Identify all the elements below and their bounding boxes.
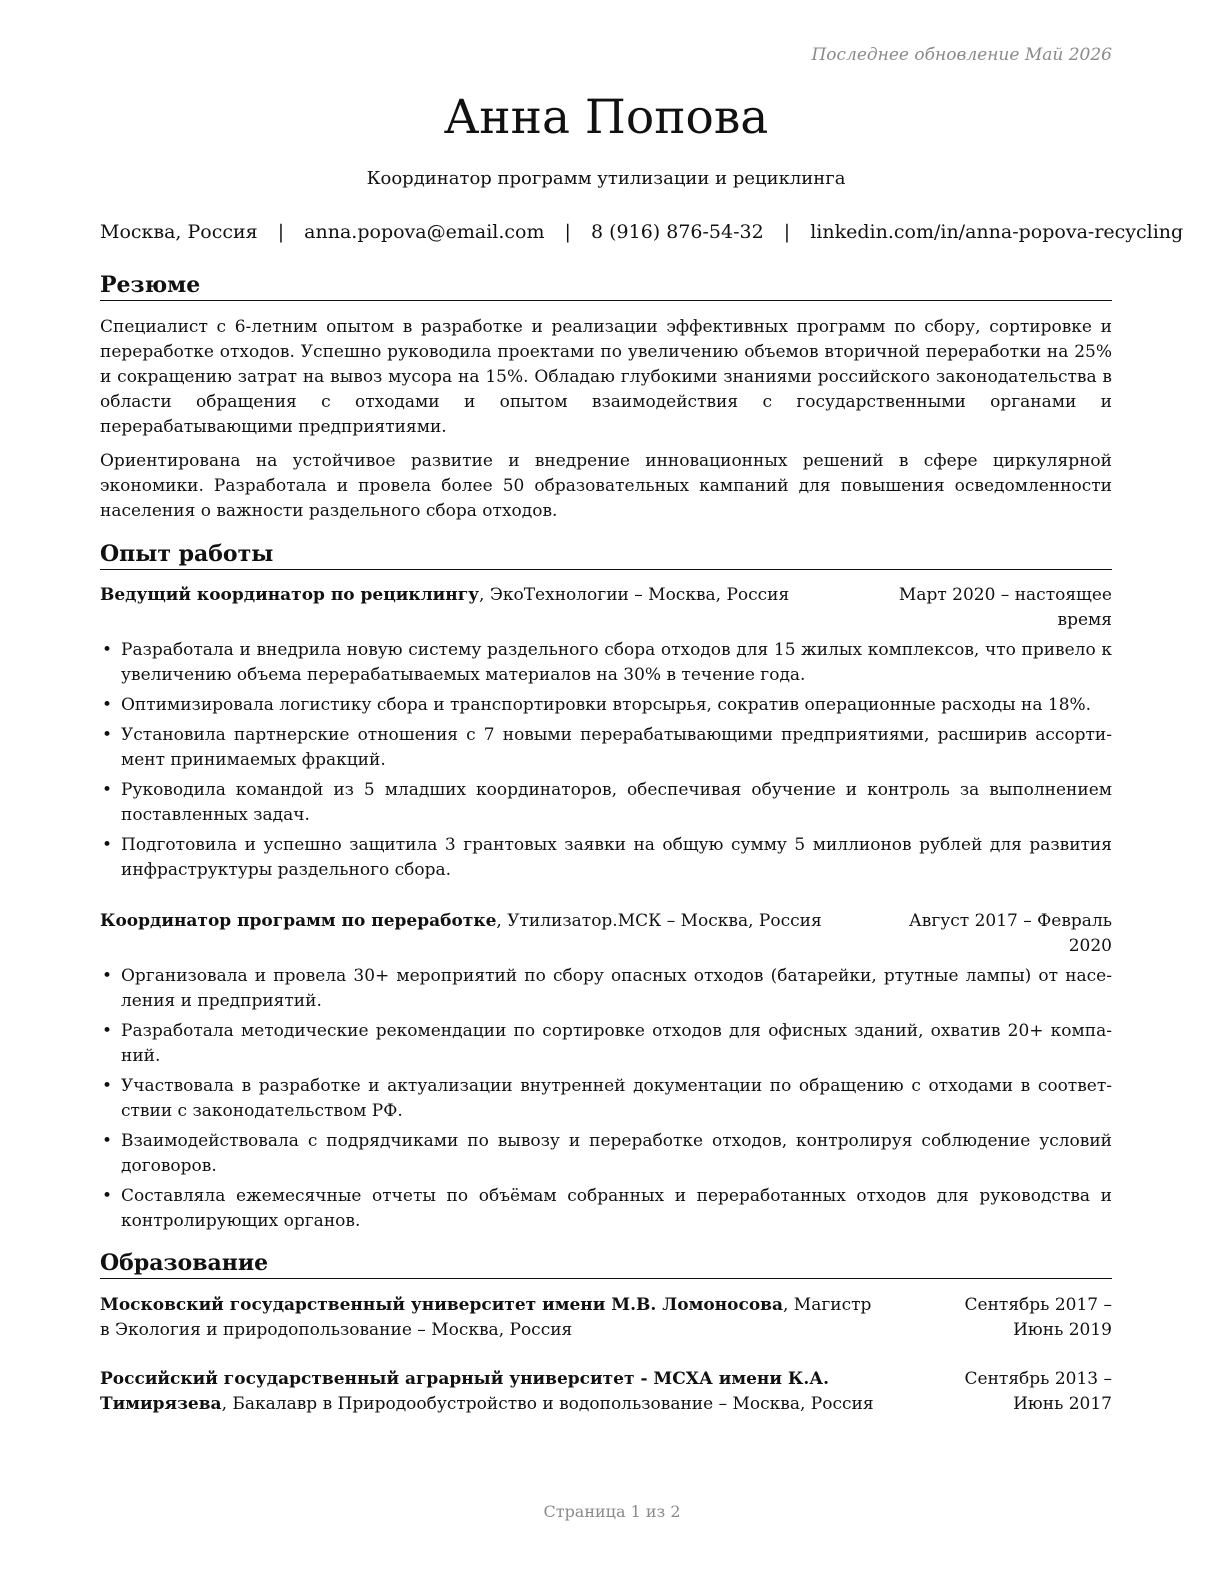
job-position: Координатор программ по переработке xyxy=(100,911,497,931)
contact-separator: | xyxy=(277,221,285,243)
job-company: , Утилизатор.МСК – Москва, Россия xyxy=(496,911,822,931)
education-institution: Российский государственный аграрный университет - МСХА имени К.А. Тимирязева xyxy=(100,1369,830,1414)
list-item: • Разработала и внедрила новую систему раздельного сбора отходов для 15 жилых комплексов, что привело к увеличению объема перерабатываемых материалов на 30% в течение года. xyxy=(102,640,1112,685)
candidate-name: Анна Попова xyxy=(443,90,769,145)
contact-separator: | xyxy=(564,221,571,243)
experience-heading: Опыт работы xyxy=(100,540,1112,570)
job-dates: Март 2020 – настоящее время xyxy=(898,585,1112,630)
education-dates: Сентябрь 2013 – Июнь 2017 xyxy=(964,1369,1112,1414)
candidate-title: Координатор программ утилизации и рециклинга xyxy=(366,168,846,189)
summary-paragraph: Ориентирована на устойчивое развитие и внедрение инновационных решений в сфере циркулярной экономики. Разработала и провела более 50 образовательных кампаний для повышения осведомленности населения о важности раздельного сбора отходов. xyxy=(100,451,1112,521)
job-bullets xyxy=(100,638,1112,888)
list-item: • Подготовила и успешно защитила 3 грантовых заявки на общую сумму 5 миллионов рублей для развития инфраструктуры раздельного сбора. xyxy=(102,835,1112,880)
list-item: • Разработала методические рекомендации по сортировке отходов для офисных зданий, охватив 20+ компаний. xyxy=(102,1021,1112,1066)
job-dates: Август 2017 – Февраль 2020 xyxy=(908,911,1112,956)
contact-line xyxy=(100,219,1184,245)
education-details: , Магистр в Экология и природопользование – Москва, Россия xyxy=(100,1295,872,1340)
contact-linkedin-link[interactable]: linkedin.com/in/anna-popova-recycling xyxy=(810,221,1184,243)
list-item: • Установила партнерские отношения с 7 новыми перерабатывающими предприятиями, расширив ассортимент принимаемых фракций. xyxy=(102,725,1112,770)
list-item: • Взаимодействовала с подрядчиками по вывозу и переработке отходов, контролируя соблюдение условий договоров. xyxy=(102,1131,1112,1176)
job-bullets xyxy=(100,964,1112,1239)
contact-location: Москва, Россия xyxy=(100,221,258,243)
job-company: , ЭкоТехнологии – Москва, Россия xyxy=(479,585,790,605)
list-item: • Руководила командой из 5 младших координаторов, обеспечивая обучение и контроль за выполнением поставленных задач. xyxy=(102,780,1112,825)
summary-heading: Резюме xyxy=(100,271,1112,301)
list-item: • Участвовала в разработке и актуализации внутренней документации по обращению с отходами в соответствии с законодательством РФ. xyxy=(102,1076,1112,1121)
list-item: • Оптимизировала логистику сбора и транспортировки вторсырья, сократив операционные расходы на 18%. xyxy=(102,695,1092,715)
contact-separator: | xyxy=(783,221,791,243)
contact-email-link[interactable]: anna.popova@email.com xyxy=(304,221,545,243)
last-updated: Последнее обновление Май 2026 xyxy=(811,45,1112,65)
list-item: • Организовала и провела 30+ мероприятий по сбору опасных отходов (батарейки, ртутные лампы) от населения и предприятий. xyxy=(102,966,1112,1011)
contact-phone: 8 (916) 876-54-32 xyxy=(590,221,764,243)
education-heading: Образование xyxy=(100,1249,1112,1279)
education-details: , Бакалавр в Природообустройство и водопользование – Москва, Россия xyxy=(221,1394,874,1414)
summary-paragraph: Специалист с 6-летним опытом в разработке и реализации эффективных программ по сбору, сортировке и переработке отходов. Успешно руководила проектами по увеличению объемов вторичной переработки на 25% и сокращению затрат на вывоз мусора на 15%. Обладаю глубокими знаниями российского законодательства в области обращения с отходами и опытом взаимодействия с государственными органами и перерабатывающими предприятиями. xyxy=(100,317,1112,437)
education-institution: Московский государственный университет имени М.В. Ломоносова xyxy=(100,1295,783,1315)
education-dates: Сентябрь 2017 – Июнь 2019 xyxy=(964,1295,1112,1340)
job-position: Ведущий координатор по рециклингу xyxy=(100,585,480,605)
page-number: Страница 1 из 2 xyxy=(543,1502,681,1521)
list-item: • Составляла ежемесячные отчеты по объёмам собранных и переработанных отходов для руководства и контролирующих органов. xyxy=(102,1186,1112,1231)
